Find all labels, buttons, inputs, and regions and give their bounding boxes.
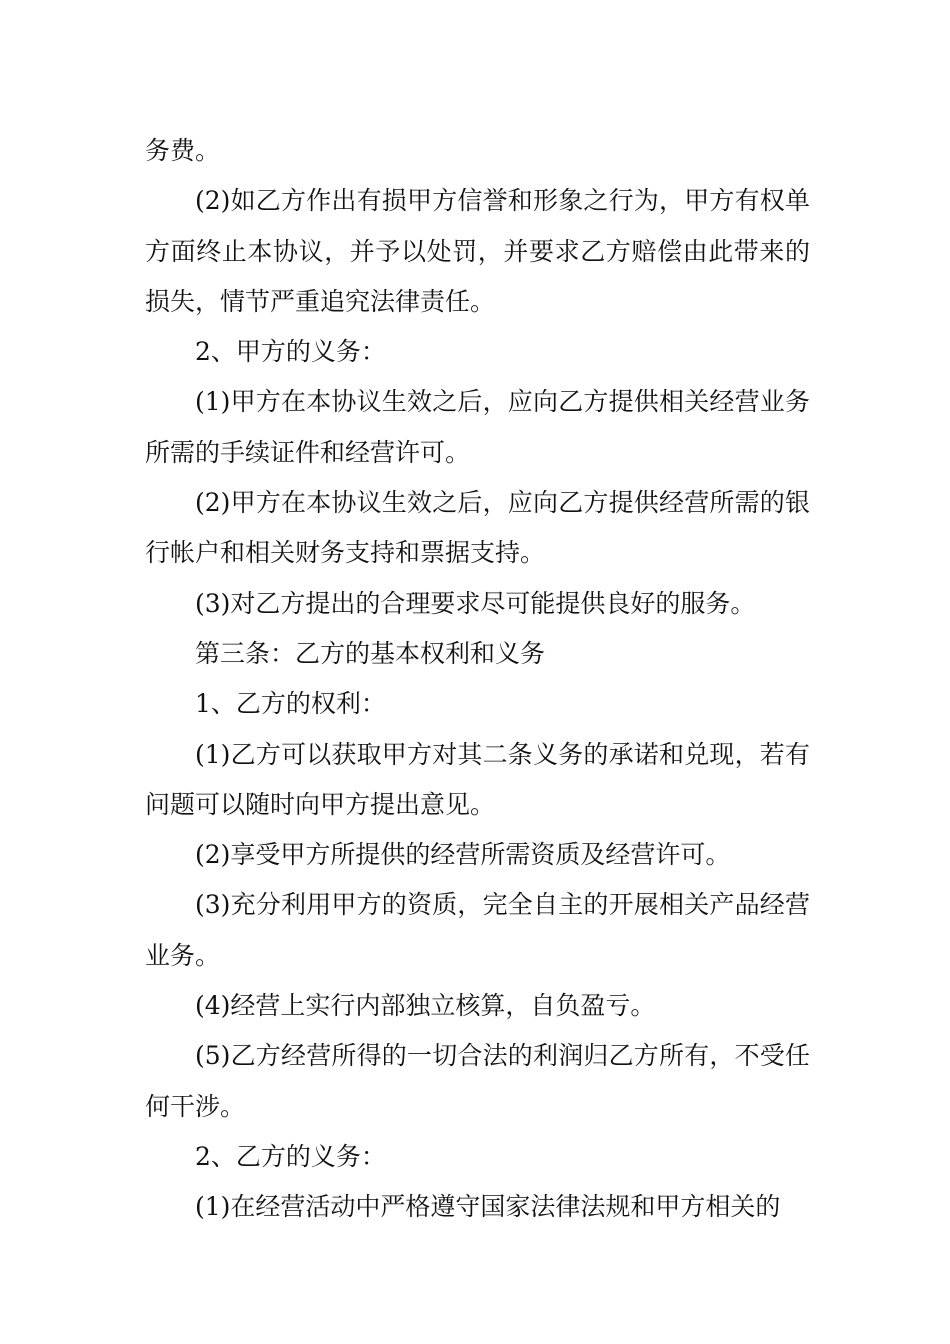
paragraph-1: 务费。 <box>145 136 221 165</box>
paragraph-15: (1)在经营活动中严格遵守国家法律法规和甲方相关的 <box>195 1192 781 1222</box>
paragraph-3: 2、甲方的义务： <box>195 337 386 367</box>
document-body <box>145 126 810 1233</box>
paragraph-8: 1、乙方的权利： <box>195 689 386 719</box>
paragraph-10: (2)享受甲方所提供的经营所需资质及经营许可。 <box>195 840 731 870</box>
paragraph-5: (2)甲方在本协议生效之后，应向乙方提供经营所需的银行帐户和相关财务支持和票据支持。 <box>145 488 810 568</box>
paragraph-14: 2、乙方的义务： <box>195 1141 386 1171</box>
paragraph-12: (4)经营上实行内部独立核算，自负盈亏。 <box>195 991 656 1021</box>
section-heading: 第三条：乙方的基本权利和义务 <box>195 638 546 668</box>
paragraph-4: (1)甲方在本协议生效之后，应向乙方提供相关经营业务所需的手续证件和经营许可。 <box>145 387 810 467</box>
paragraph-13: (5)乙方经营所得的一切合法的利润归乙方所有，不受任何干涉。 <box>145 1041 810 1121</box>
paragraph-9: (1)乙方可以获取甲方对其二条义务的承诺和兑现，若有问题可以随时向甲方提出意见。 <box>145 739 810 819</box>
paragraph-6: (3)对乙方提出的合理要求尽可能提供良好的服务。 <box>195 588 756 618</box>
paragraph-11: (3)充分利用甲方的资质，完全自主的开展相关产品经营业务。 <box>145 890 810 970</box>
paragraph-2: (2)如乙方作出有损甲方信誉和形象之行为，甲方有权单方面终止本协议，并予以处罚，并要求乙方赔偿由此带来的损失，情节严重追究法律责任。 <box>145 186 810 316</box>
